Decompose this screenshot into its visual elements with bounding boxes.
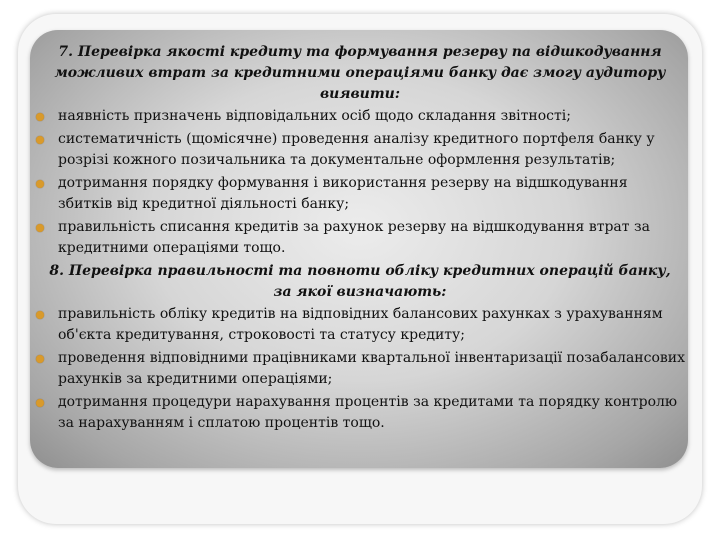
list-item (34, 173, 686, 215)
slide-content (34, 42, 686, 436)
section-7-list (34, 106, 686, 259)
list-item-text: правильність списання кредитів за рахунок резерву на відшкодування втрат за кредитними операціями тощо. (58, 219, 650, 256)
list-item-text: дотримання порядку формування і використання резерву на відшкодування збитків від кредитної діяльності банку; (58, 175, 628, 212)
list-item (34, 348, 686, 390)
list-item (34, 304, 686, 346)
section-7-heading: 7. Перевірка якості кредиту та формування резерву па відшкодування можливих втрат за кредитними операціями банку дає змогу аудитору виявити: (54, 44, 666, 102)
bullet-icon (36, 224, 44, 232)
bullet-icon (36, 355, 44, 363)
list-item (34, 217, 686, 259)
list-item-text: дотримання процедури нарахування процентів за кредитами та порядку контролю за нарахуванням і сплатою процентів тощо. (58, 394, 678, 431)
section-8-list (34, 304, 686, 434)
list-item (34, 106, 686, 127)
bullet-icon (36, 113, 44, 121)
list-item (34, 392, 686, 434)
list-item-text: наявність призначень відповідальних осіб щодо складання звітності; (58, 108, 571, 124)
list-item-text: правильність обліку кредитів на відповідних балансових рахунках з урахуванням об'єкта кредитування, строковості та статусу кредиту; (58, 306, 663, 343)
section-8-heading: 8. Перевірка правильності та повноти обліку кредитних операцій банку, за якої визначають: (49, 263, 671, 300)
bullet-icon (36, 136, 44, 144)
bullet-icon (36, 399, 44, 407)
list-item-text: проведення відповідними працівниками квартальної інвентаризації позабалансових рахунків за кредитними операціями; (58, 350, 686, 387)
bullet-icon (36, 180, 44, 188)
bullet-icon (36, 311, 44, 319)
list-item-text: систематичність (щомісячне) проведення аналізу кредитного портфеля банку у розрізі кожного позичальника та документальне оформлення результатів; (58, 131, 655, 168)
list-item (34, 129, 686, 171)
